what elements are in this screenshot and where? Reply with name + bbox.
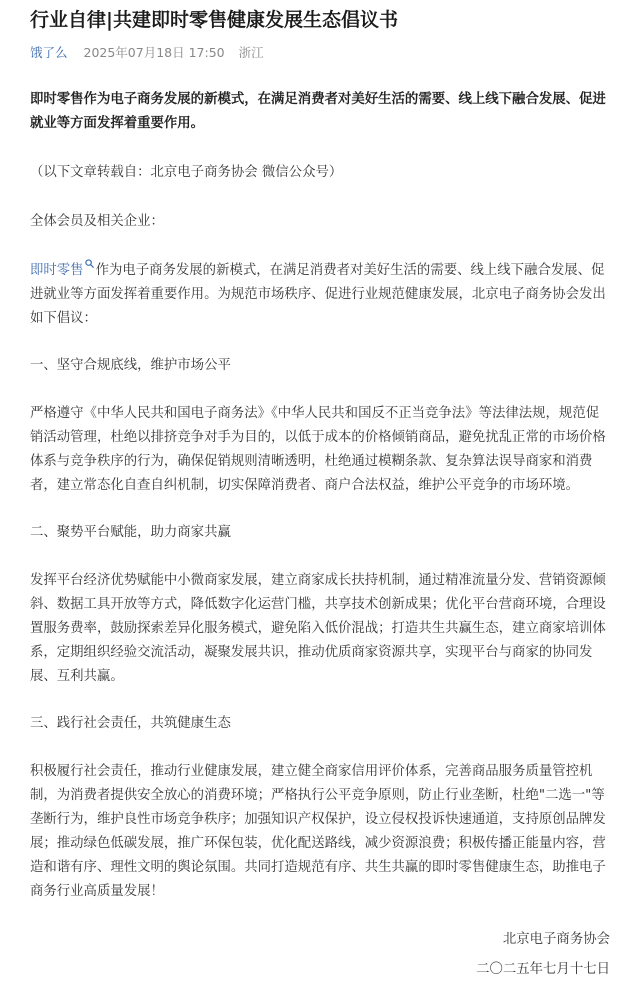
- article-title: 行业自律|共建即时零售健康发展生态倡议书: [30, 9, 398, 31]
- keyword-text: 即时零售: [30, 263, 84, 278]
- source-note: （以下文章转载自：北京电子商务协会 微信公众号）: [30, 165, 343, 180]
- signature: [30, 928, 610, 982]
- greeting: 全体会员及相关企业：: [30, 214, 164, 229]
- keyword-link[interactable]: [30, 263, 96, 278]
- publish-time: 2025年07月18日 17:50: [83, 45, 225, 60]
- signature-date: 二〇二五年七月十七日: [476, 962, 610, 977]
- section-1-heading: 一、坚守合规底线，维护市场公平: [30, 358, 231, 373]
- search-icon: [85, 259, 94, 268]
- section-3-heading: 三、践行社会责任，共筑健康生态: [30, 716, 231, 731]
- intro-text: 作为电子商务发展的新模式，在满足消费者对美好生活的需要、线上线下融合发展、促进就业等方面发挥着重要作用。为规范市场秩序、促进行业规范健康发展，北京电子商务协会发出如下倡议：: [30, 263, 606, 326]
- signature-org: 北京电子商务协会: [502, 932, 610, 947]
- section-3-body: 积极履行社会责任，推动行业健康发展，建立健全商家信用评价体系，完善商品服务质量管控机制，为消费者提供安全放心的消费环境；严格执行公平竞争原则，防止行业垄断，杜绝"二选一"等垄断行为，维护良性市场竞争秩序；加强知识产权保护，设立侵权投诉快速通道，支持原创品牌发展；推动绿色低碳发展，推广环保包装，优化配送路线，减少资源浪费；积极传播正能量内容，营造和谐有序、理性文明的舆论氛围。共同打造规范有序、共生共赢的即时零售健康生态，助推电子商务行业高质量发展！: [30, 764, 606, 899]
- section-1-body: 严格遵守《中华人民共和国电子商务法》《中华人民共和国反不正当竞争法》等法律法规，规范促销活动管理，杜绝以排挤竞争对手为目的，以低于成本的价格倾销商品，避免扰乱正常的市场价格体系与竞争秩序的行为，确保促销规则清晰透明，杜绝通过模糊条款、复杂算法误导商家和消费者，建立常态化自查自纠机制，切实保障消费者、商户合法权益，维护公平竞争的市场环境。: [30, 406, 606, 493]
- author-link[interactable]: 饿了么: [30, 45, 68, 60]
- section-2-body: 发挥平台经济优势赋能中小微商家发展，建立商家成长扶持机制，通过精准流量分发、营销资源倾斜、数据工具开放等方式，降低数字化运营门槛，共享技术创新成果；优化平台营商环境，合理设置服务费率，鼓励探索差异化服务模式，避免陷入低价混战；打造共生共赢生态，建立商家培训体系，定期组织经验交流活动，凝聚发展共识，推动优质商家资源共享，实现平台与商家的协同发展、互利共赢。: [30, 573, 606, 684]
- section-2-heading: 二、聚势平台赋能，助力商家共赢: [30, 525, 231, 540]
- publish-location: 浙江: [238, 45, 264, 60]
- intro-paragraph: [30, 259, 610, 331]
- article-meta: [30, 44, 610, 62]
- article-lead: 即时零售作为电子商务发展的新模式，在满足消费者对美好生活的需要、线上线下融合发展、促进就业等方面发挥着重要作用。: [30, 92, 606, 131]
